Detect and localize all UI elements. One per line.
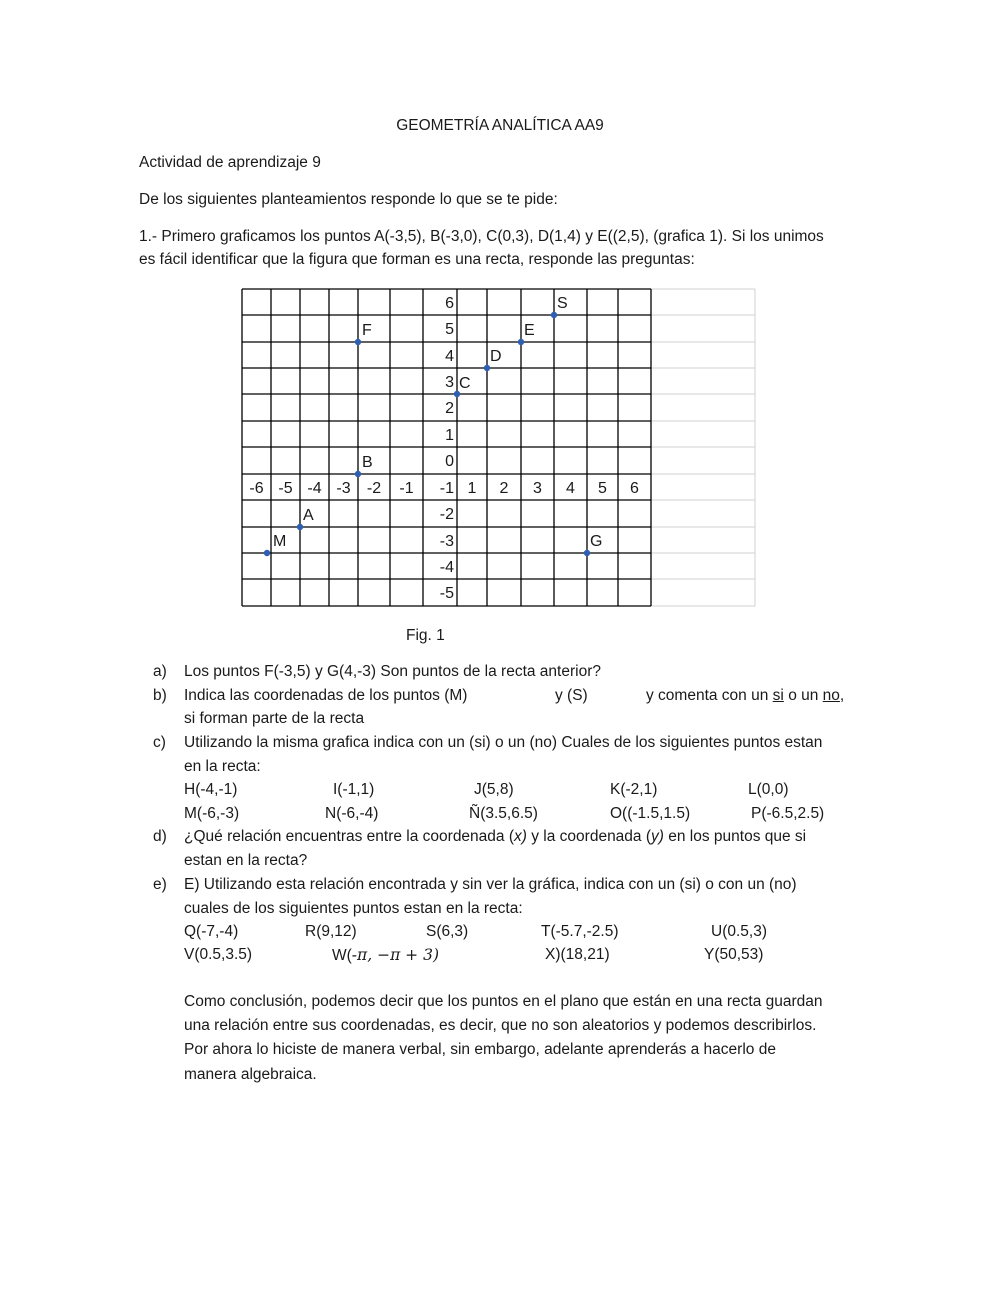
candidate-point: I(-1,1) [333,781,375,798]
y-axis-label: 0 [445,453,454,470]
y-axis-label: -2 [439,506,454,523]
grid-axis-labels [249,295,639,602]
x-axis-label: -4 [307,480,322,497]
x-axis-label: -5 [278,480,293,497]
y-axis-label: 5 [445,321,454,338]
question-a-text: Los puntos F(-3,5) y G(4,-3) Son puntos de la recta anterior? [184,663,601,680]
y-axis-label: 4 [445,348,454,365]
x-coordinate: x) [514,828,527,845]
question-b-or-text: o un [788,687,819,704]
candidate-point: S(6,3) [426,923,469,940]
x-axis-label: 2 [499,480,509,497]
point-dot [518,339,524,345]
question-d-line-1 [184,828,806,846]
y-axis-label: -1 [439,480,454,497]
point-dot [264,550,270,556]
candidate-point: J(5,8) [474,781,514,798]
question-1-line-2: es fácil identificar que la figura que forman es una recta, responde las preguntas: [139,251,695,268]
figure-caption: Fig. 1 [406,627,445,644]
conclusion-line: manera algebraica. [184,1066,317,1083]
y-axis-label: 2 [445,400,454,417]
question-d-line-2: estan en la recta? [184,852,308,869]
candidate-point: V(0.5,3.5) [184,946,253,963]
x-axis-label: -6 [249,480,264,497]
x-axis-label: 3 [533,480,542,497]
point-w-math: -π, −π + 3) [351,946,439,964]
point-label: F [362,322,372,339]
y-axis-label: 3 [445,374,454,391]
point-dot [355,339,361,345]
question-c-line-2: en la recta: [184,758,261,775]
point-dot [484,365,490,371]
point-label: E [524,322,535,339]
question-b-part-2: y (S) [555,687,588,704]
point-label: S [557,295,568,312]
question-d-text-c: en los puntos que si [663,828,807,845]
candidate-point: Ñ(3.5,6.5) [469,805,538,822]
candidate-point: M(-6,-3) [184,805,240,822]
candidate-point: H(-4,-1) [184,781,238,798]
x-axis-label: -1 [399,480,414,497]
x-axis-label: -3 [336,480,351,497]
point-dot [297,524,303,530]
point-dot [584,550,590,556]
activity-subtitle: Actividad de aprendizaje 9 [139,154,321,171]
grid-faint-extension [651,289,755,606]
point-label: A [303,507,314,524]
instructions: De los siguientes planteamientos responde lo que se te pide: [139,191,558,208]
candidate-point: R(9,12) [305,923,357,940]
candidate-point: T(-5.7,-2.5) [541,923,619,940]
comma: , [839,687,845,704]
candidate-point: Y(50,53) [704,946,764,963]
question-c-line-1: Utilizando la misma grafica indica con un (si) o un (no) Cuales de los siguientes puntos estan [184,734,823,751]
point-label: C [459,375,471,392]
question-e-label: e) [153,876,167,893]
plotted-points [264,295,603,556]
candidate-point: N(-6,-4) [325,805,379,822]
question-b-part-1: Indica las coordenadas de los puntos (M) [184,687,468,704]
question-e-line-1: E) Utilizando esta relación encontrada y sin ver la gráfica, indica con un (si) o con un (no) [184,876,797,893]
candidate-point: Q(-7,-4) [184,923,239,940]
x-axis-label: 4 [566,480,575,497]
candidate-point-w [332,946,439,965]
y-axis-label: -4 [439,559,454,576]
x-axis-label: 6 [630,480,639,497]
question-b-line-2: si forman parte de la recta [184,710,365,727]
question-e-line-2: cuales de los siguientes puntos estan en la recta: [184,900,523,917]
point-w-prefix: W( [332,947,352,964]
question-1-line-1: 1.- Primero graficamos los puntos A(-3,5), B(-3,0), C(0,3), D(1,4) y E((2,5), (grafica 1). Si los unimos [139,228,824,245]
candidate-point: L(0,0) [748,781,789,798]
question-b-part-3 [646,687,844,705]
answer-si: si [772,687,784,704]
page-title: GEOMETRÍA ANALÍTICA AA9 [396,117,604,134]
answer-no: no [822,687,840,704]
point-label: G [590,533,603,550]
conclusion-line: Por ahora lo hiciste de manera verbal, sin embargo, adelante aprenderás a hacerlo de [184,1041,776,1058]
y-coordinate: y) [651,828,664,845]
question-c-label: c) [153,734,166,751]
candidate-point: U(0.5,3) [711,923,767,940]
y-axis-label: 1 [445,427,454,444]
coordinate-grid [0,0,1000,640]
conclusion-line: una relación entre sus coordenadas, es decir, que no son aleatorios y podemos describirlos. [184,1017,817,1034]
point-label: M [273,533,287,550]
conclusion-line: Como conclusión, podemos decir que los puntos en el plano que están en una recta guardan [184,993,823,1010]
candidate-point: O((-1.5,1.5) [610,805,691,822]
candidate-point: X)(18,21) [545,946,610,963]
x-axis-label: 1 [467,480,477,497]
question-d-label: d) [153,828,167,845]
candidate-point: K(-2,1) [610,781,658,798]
y-axis-label: -5 [439,585,454,602]
candidate-point: P(-6.5,2.5) [751,805,825,822]
point-label: D [490,348,502,365]
question-a-label: a) [153,663,167,680]
question-b-comment-text: y comenta con un [646,687,769,704]
x-axis-label: 5 [598,480,607,497]
point-dot [355,471,361,477]
x-axis-label: -2 [366,480,382,497]
y-axis-label: 6 [445,295,454,312]
point-label: B [362,454,373,471]
question-d-text-b: y la coordenada ( [526,828,652,845]
y-axis-label: -3 [439,533,454,550]
question-d-text-a: ¿Qué relación encuentras entre la coordenada ( [184,828,515,845]
point-dot [551,312,557,318]
question-b-label: b) [153,687,167,704]
